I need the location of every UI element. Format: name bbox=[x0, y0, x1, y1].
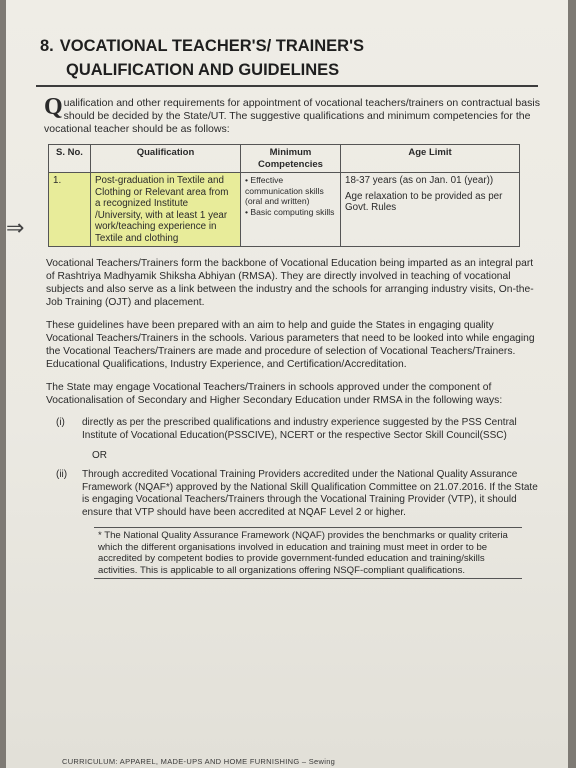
qualification-table bbox=[48, 144, 520, 247]
section-number: 8. bbox=[40, 37, 54, 55]
list-text: directly as per the prescribed qualifications and industry experience suggested by the PSS Central Institute of Vocational Education(PSSCIVE), NCERT or the respective Sector Skill Council(SSC) bbox=[82, 417, 517, 441]
cell-age-limit bbox=[341, 173, 520, 247]
header-age-limit: Age Limit bbox=[341, 145, 520, 173]
page-footer: CURRICULUM: APPAREL, MADE-UPS AND HOME FURNISHING – Sewing bbox=[62, 757, 336, 766]
list-label: (ii) bbox=[56, 469, 68, 480]
cell-qualification: Post-graduation in Textile and Clothing or Relevant area from a recognized Institute /University, with at least 1 year work/teaching experience in Textile and clothing bbox=[91, 173, 241, 247]
header-competencies: Minimum Competencies bbox=[241, 145, 341, 173]
heading-line-2: QUALIFICATION AND GUIDELINES bbox=[66, 61, 340, 79]
list-item bbox=[56, 417, 538, 442]
footnote-box: * The National Quality Assurance Framework (NQAF) provides the benchmarks or quality criteria which the different organisations involved in education and training must meet in order to be accredited by competent bodies to provide government-funded education and training/skills activities. This is applicable to all organizations offering NSQF-compliant qualifications. bbox=[94, 527, 522, 579]
section-heading bbox=[36, 34, 548, 82]
age-relaxation: Age relaxation to be provided as per Govt. Rules bbox=[345, 190, 503, 213]
cell-competencies bbox=[241, 173, 341, 247]
drop-cap: Q bbox=[44, 94, 63, 120]
cell-sno: 1. bbox=[49, 173, 91, 247]
intro-text: ualification and other requirements for appointment of vocational teachers/trainers on contractual basis should be decided by the State/UT. The suggestive qualifications and minimum competencies for the vocational teacher should be as follows: bbox=[44, 97, 540, 135]
or-separator: OR bbox=[92, 450, 107, 461]
header-qualification: Qualification bbox=[91, 145, 241, 173]
header-sno: S. No. bbox=[49, 145, 91, 173]
document-page bbox=[6, 0, 568, 768]
paragraph-backbone: Vocational Teachers/Trainers form the backbone of Vocational Education being imparted as an integral part of Rashtriya Madhyamik Shiksha Abhiyan (RMSA). They are directly involved in teaching of vocational subjects and also serve as a link between the industry and the schools for arranging industry visits, On-the-Job Training (OJT) and placement. bbox=[46, 258, 534, 308]
list-item bbox=[56, 469, 538, 519]
age-limit-range: 18-37 years (as on Jan. 01 (year)) bbox=[345, 175, 494, 186]
heading-line-1: VOCATIONAL TEACHER'S/ TRAINER'S bbox=[59, 37, 365, 55]
table-header-row bbox=[49, 145, 520, 173]
list-text: Through accredited Vocational Training Providers accredited under the National Quality Assurance Framework (NQAF*) approved by the National Skill Qualification Committee on 21.07.2016. If the State is engaging Vocational Teachers/Trainers through the Vocational Training Provider (VTP), it should ensure that VTP should have been accredited at NQAF Level 2 or higher. bbox=[82, 469, 538, 518]
intro-paragraph bbox=[36, 94, 548, 136]
heading-rule bbox=[36, 85, 538, 87]
paragraph-engage: The State may engage Vocational Teachers/Trainers in schools approved under the component of Vocationalisation of Secondary and Higher Secondary Education under RMSA in the following ways: bbox=[46, 382, 503, 406]
list-label: (i) bbox=[56, 417, 65, 428]
competency-item: • Effective communication skills (oral and written) bbox=[245, 175, 336, 207]
handwritten-arrow-icon: ⇒ bbox=[6, 216, 25, 241]
paragraph-guidelines: These guidelines have been prepared with an aim to help and guide the States in engaging quality Vocational Teachers/Trainers in the schools. Various parameters that need to be looked into while engaging the Vocational Teachers/Trainers are made and procedure of selection of Vocational Teachers/Trainers. Educational Qualifications, Industry Experience, and Certification/Accreditation. bbox=[46, 320, 535, 370]
competency-item: • Basic computing skills bbox=[245, 207, 336, 218]
table-row bbox=[49, 173, 520, 247]
